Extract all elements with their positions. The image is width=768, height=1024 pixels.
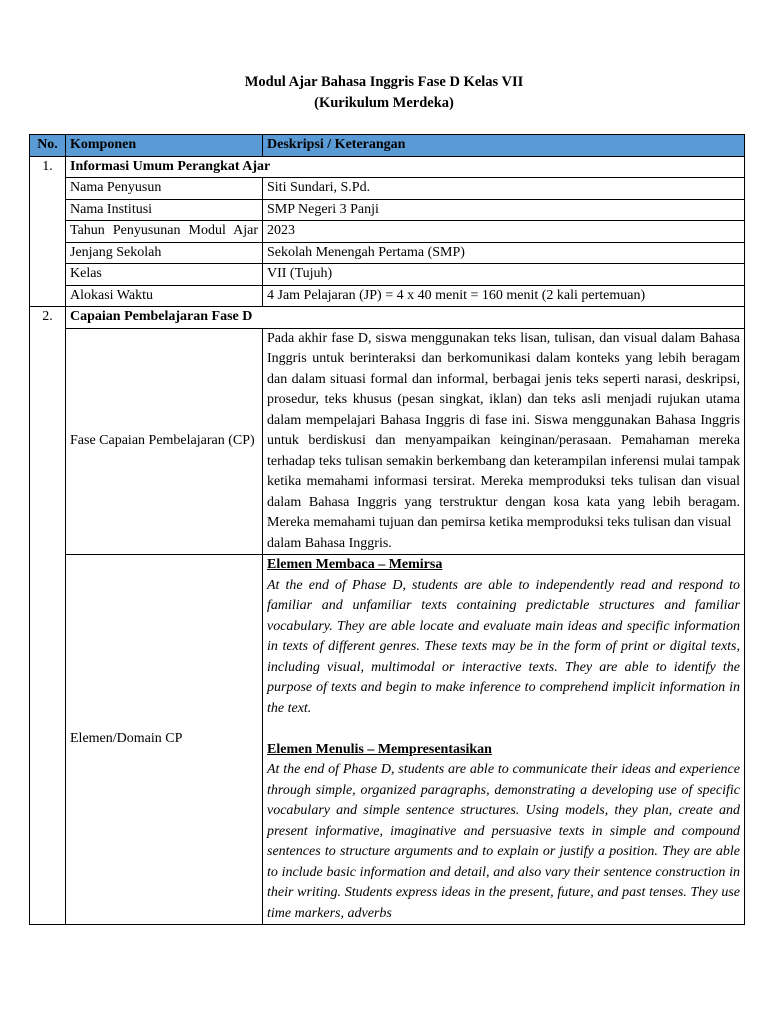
table-row bbox=[30, 221, 745, 243]
table-row bbox=[30, 264, 745, 286]
table-row bbox=[30, 285, 745, 307]
module-table bbox=[29, 134, 745, 925]
section-row bbox=[30, 307, 745, 329]
row-label: Tahun Penyusunan Modul Ajar bbox=[66, 221, 263, 243]
row-value: Siti Sundari, S.Pd. bbox=[263, 178, 745, 200]
elemen-menulis-text: At the end of Phase D, students are able to communicate their ideas and experience through simple, organized paragraphs, demonstrating a developing use of specific vocabulary and simple sentence structures. Using models, they plan, create and present informative, imaginative and persuasive texts in simple and compound sentences to structure arguments and to explain or justify a position. They are able to include basic information and detail, and also vary their sentence construction in their writing. Students express ideas in the present, future, and past tenses. They use time markers, adverbs bbox=[267, 762, 740, 921]
header-komponen: Komponen bbox=[66, 135, 263, 157]
cp-label: Fase Capaian Pembelajaran (CP) bbox=[66, 328, 263, 555]
elemen-description bbox=[263, 555, 745, 925]
header-no: No. bbox=[30, 135, 66, 157]
document-title bbox=[0, 72, 768, 114]
section-row bbox=[30, 156, 745, 178]
table-row bbox=[30, 199, 745, 221]
table-row bbox=[30, 555, 745, 925]
table-row bbox=[30, 178, 745, 200]
row-value: VII (Tujuh) bbox=[263, 264, 745, 286]
row-label: Alokasi Waktu bbox=[66, 285, 263, 307]
row-label: Nama Penyusun bbox=[66, 178, 263, 200]
elemen-membaca-text: At the end of Phase D, students are able to independently read and respond to familiar and unfamiliar texts containing predictable structures and familiar vocabulary. They are able locate and evaluate main ideas and specific information in texts of different genres. These texts may be in the form of print or digital texts, including visual, multimodal or interactive texts. They are able to identify the purpose of texts and begin to make inference to comprehend implicit information in the text. bbox=[267, 577, 740, 716]
section-title: Informasi Umum Perangkat Ajar bbox=[66, 156, 745, 178]
row-label: Kelas bbox=[66, 264, 263, 286]
row-value: SMP Negeri 3 Panji bbox=[263, 199, 745, 221]
elemen-label: Elemen/Domain CP bbox=[66, 555, 263, 925]
row-value: 2023 bbox=[263, 221, 745, 243]
table-row bbox=[30, 242, 745, 264]
cp-description bbox=[263, 328, 745, 555]
table-row bbox=[30, 328, 745, 555]
row-label: Jenjang Sekolah bbox=[66, 242, 263, 264]
row-value: Sekolah Menengah Pertama (SMP) bbox=[263, 242, 745, 264]
section-number: 1. bbox=[30, 156, 66, 307]
title-line-2: (Kurikulum Merdeka) bbox=[314, 95, 454, 111]
row-value: 4 Jam Pelajaran (JP) = 4 x 40 menit = 160 menit (2 kali pertemuan) bbox=[263, 285, 745, 307]
elemen-membaca-title: Elemen Membaca – Memirsa bbox=[267, 557, 443, 572]
cp-text-last-line: dalam Bahasa Inggris. bbox=[267, 535, 392, 551]
title-line-1: Modul Ajar Bahasa Inggris Fase D Kelas VII bbox=[244, 74, 524, 90]
section-number: 2. bbox=[30, 307, 66, 925]
cp-text: Pada akhir fase D, siswa menggunakan teks lisan, tulisan, dan visual dalam Bahasa Inggris untuk berinteraksi dan berkomunikasi dalam konteks yang lebih beragam dan dalam situasi formal dan informal, berbagai jenis teks seperti narasi, deskripsi, prosedur, teks khusus (pesan singkat, iklan) dan teks asli menjadi rujukan utama dalam mempelajari Bahasa Inggris di fase ini. Siswa menggunakan Bahasa Inggris untuk berdiskusi dan menyampaikan keinginan/perasaan. Pemahaman mereka terhadap teks tulisan semakin berkembang dan keterampilan inferensi mulai tampak ketika memahami informasi tersirat. Mereka memproduksi teks tulisan dan visual dalam Bahasa Inggris yang terstruktur dengan kosa kata yang lebih beragam. Mereka memahami tujuan dan pemirsa ketika memproduksi teks tulisan dan visual bbox=[267, 330, 740, 530]
header-deskripsi: Deskripsi / Keterangan bbox=[263, 135, 745, 157]
table-header-row bbox=[30, 135, 745, 157]
section-title: Capaian Pembelajaran Fase D bbox=[66, 307, 745, 329]
row-label: Nama Institusi bbox=[66, 199, 263, 221]
elemen-menulis-title: Elemen Menulis – Mempresentasikan bbox=[267, 741, 492, 757]
spacer bbox=[267, 719, 740, 740]
